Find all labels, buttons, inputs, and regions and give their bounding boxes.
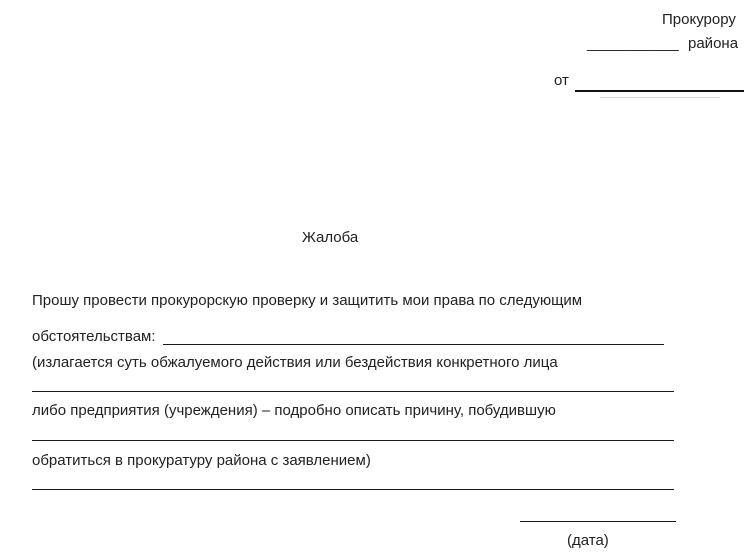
document-title: Жалоба: [302, 229, 359, 246]
blank-line-3: [32, 489, 674, 490]
date-underline: [520, 521, 676, 522]
addressee-text: Прокурору: [662, 11, 736, 28]
circumstances-underline: [163, 344, 664, 345]
from-underline-shadow: [600, 97, 720, 98]
from-label: от: [554, 72, 569, 89]
district-label: района: [688, 35, 739, 52]
body-line-enterprise: либо предприятия (учреждения) – подробно описать причину, побудившую: [32, 402, 556, 419]
blank-line-2: [32, 440, 674, 441]
body-line-essence: (излагается суть обжалуемого действия или бездействия конкретного лица: [32, 354, 558, 371]
body-line-appeal: обратиться в прокуратуру района с заявлением): [32, 452, 371, 469]
blank-line-1: [32, 391, 674, 392]
from-underline: [575, 90, 744, 92]
district-blank: ___________: [587, 35, 679, 52]
date-label: (дата): [567, 532, 609, 549]
circumstances-label: обстоятельствам:: [32, 328, 156, 345]
body-line-request: Прошу провести прокурорскую проверку и защитить мои права по следующим: [32, 292, 583, 309]
